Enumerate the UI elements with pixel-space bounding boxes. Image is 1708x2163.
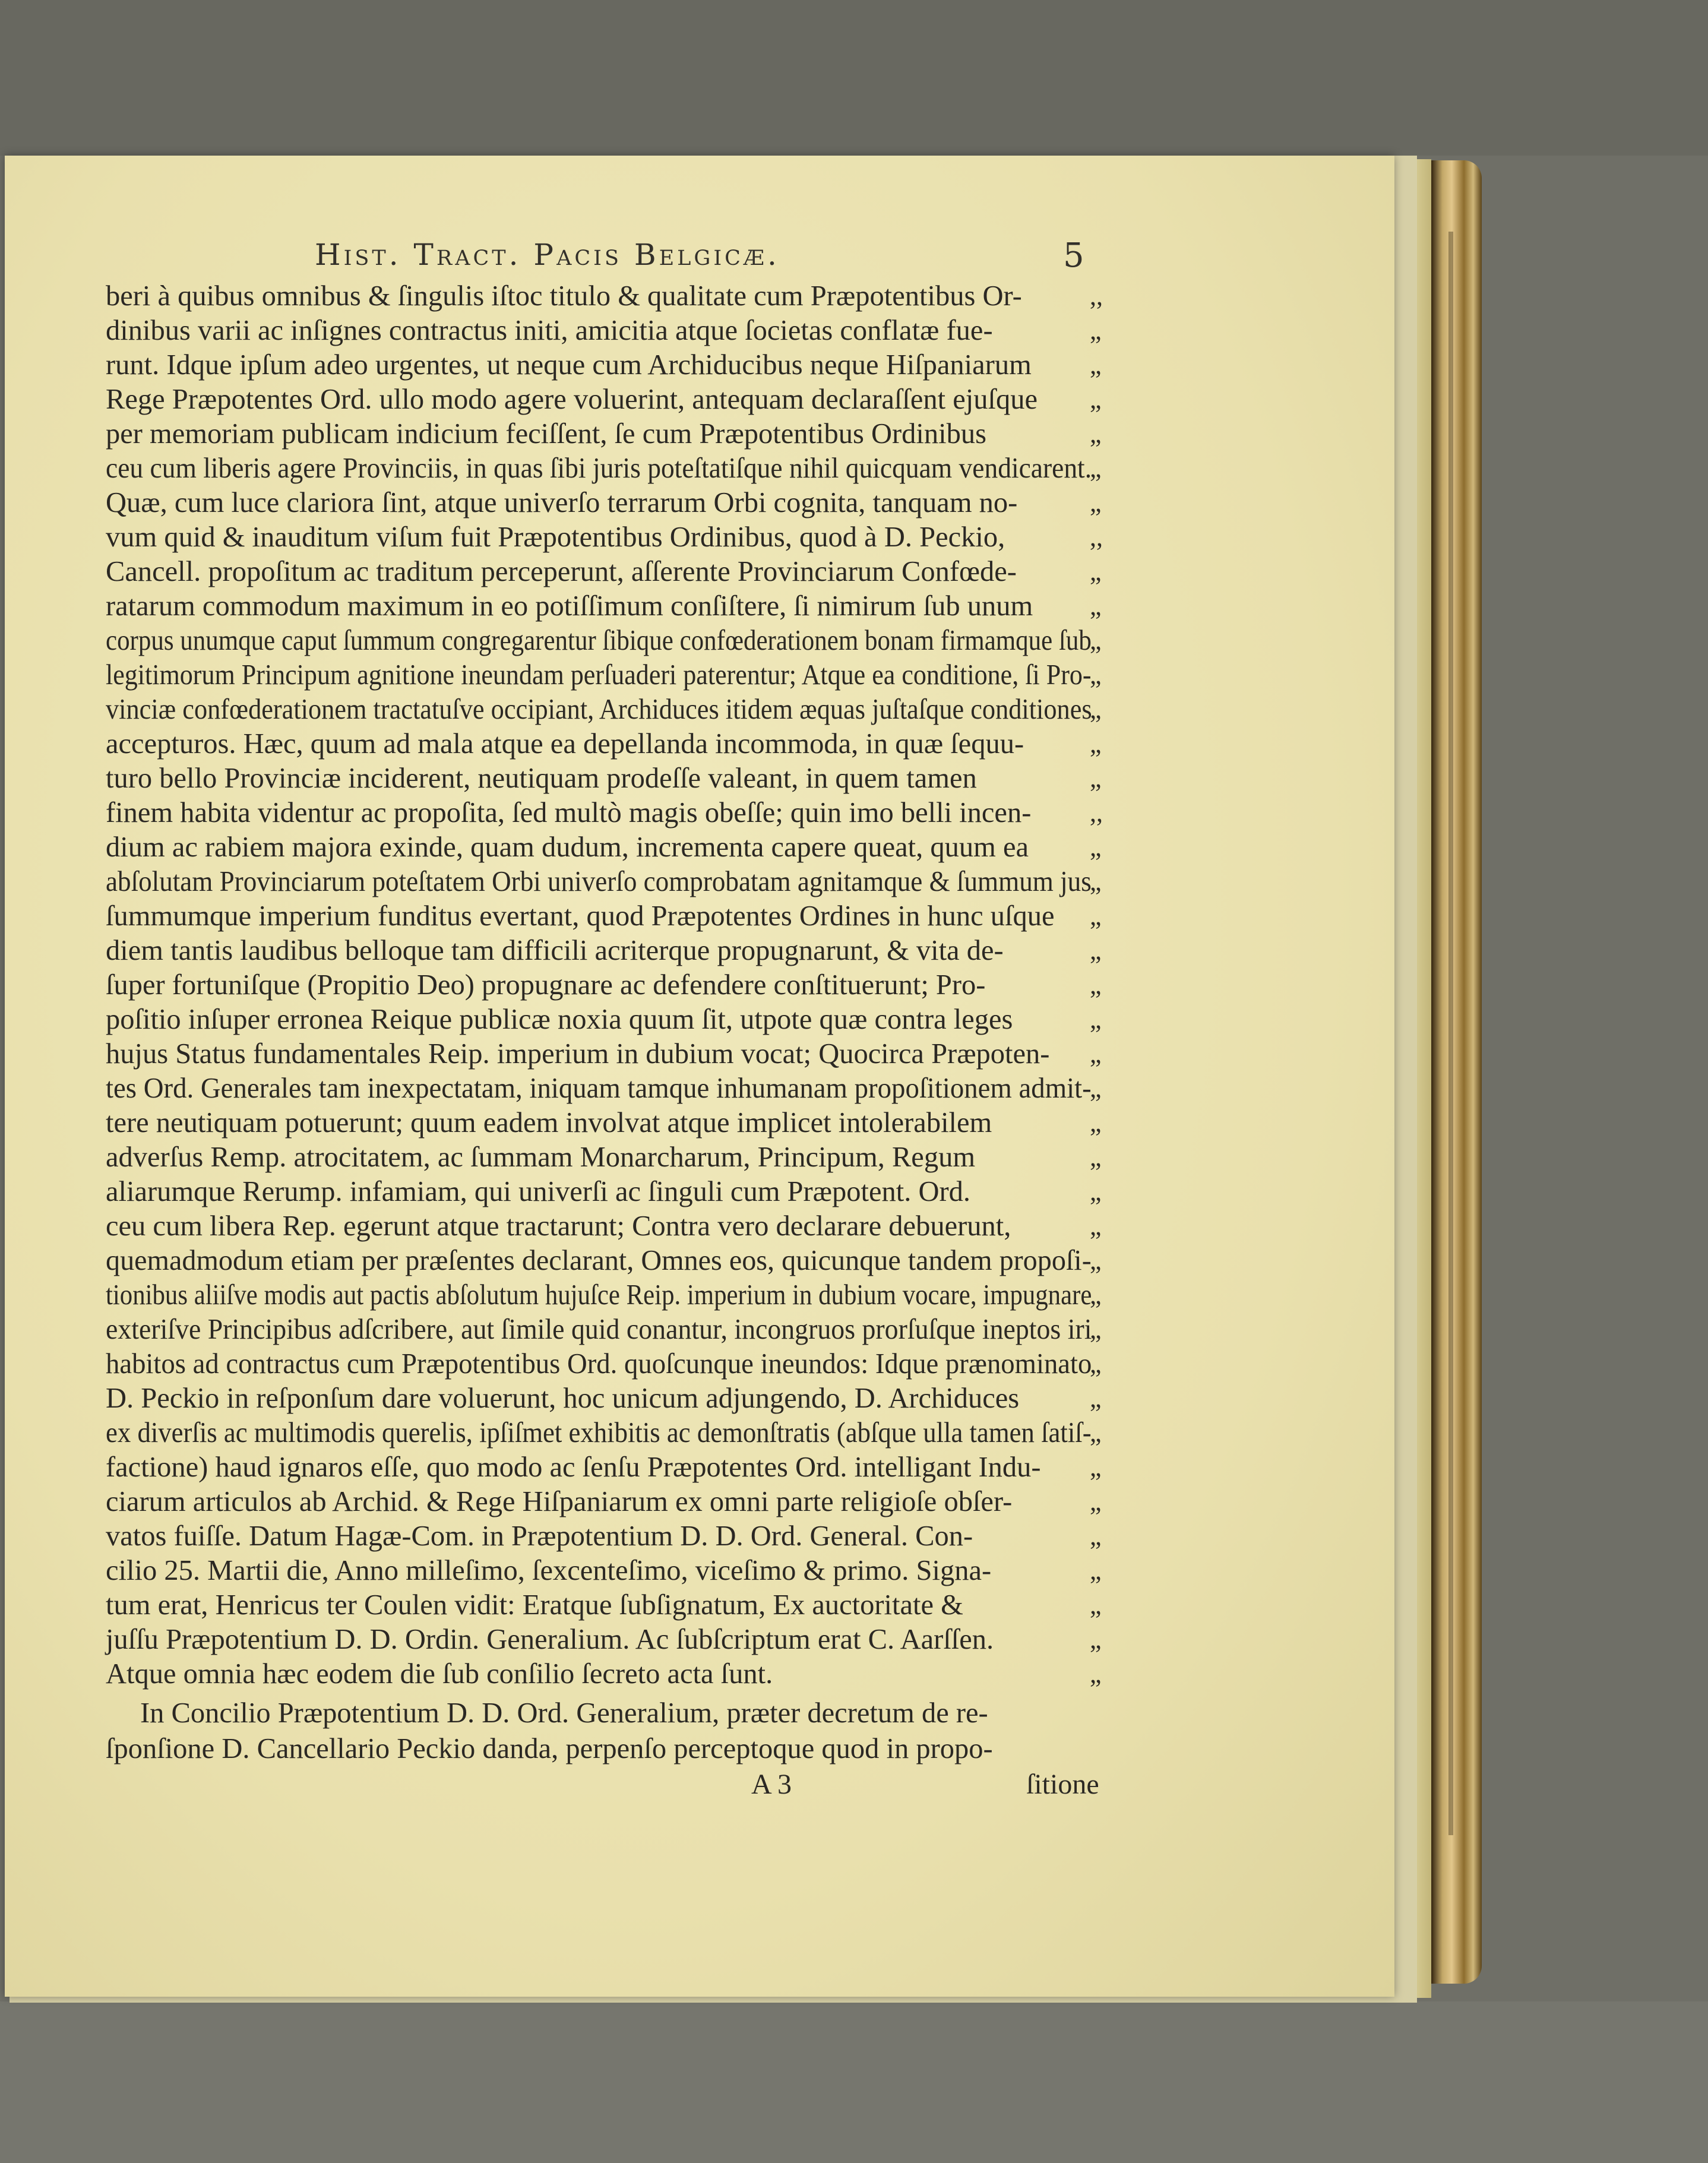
text-line: hujus Status fundamentales Reip. imperium in dubium vocat; Quocirca Præpoten- bbox=[106, 1038, 1050, 1070]
text-line: poſitio inſuper erronea Reique publicæ noxia quum ſit, utpote quæ contra leges bbox=[106, 1004, 1013, 1035]
text-line: abſolutam Provinciarum poteſtatem Orbi univerſo comprobatam agnitamque & ſummum jus bbox=[106, 866, 1092, 897]
text-line: turo bello Provinciæ inciderent, neutiquam prodeſſe valeant, in quem tamen bbox=[106, 763, 977, 794]
quote-mark: „ bbox=[1090, 1625, 1102, 1654]
quote-mark: „ bbox=[1090, 385, 1102, 414]
quote-mark: „ bbox=[1090, 316, 1102, 345]
text-line: tionibus aliiſve modis aut pactis abſolutum hujuſce Reip. imperium in dubium vocare, impugnare bbox=[106, 1279, 1092, 1311]
text-line: legitimorum Principum agnitione ineundam perſuaderi paterentur; Atque ea conditione, ſi Pro- bbox=[106, 659, 1092, 691]
text-line: ciarum articulos ab Archid. & Rege Hiſpaniarum ex omni parte religioſe obſer- bbox=[106, 1486, 1013, 1517]
quote-mark: „ bbox=[1090, 488, 1102, 517]
text-line: finem habita videntur ac propoſita, ſed multò magis obeſſe; quin imo belli incen- bbox=[106, 797, 1032, 828]
text-line: dium ac rabiem majora exinde, quam dudum, incrementa capere queat, quum ea bbox=[106, 831, 1029, 863]
quote-mark: „ bbox=[1090, 1349, 1102, 1378]
text-line: vinciæ confœderationem tractatuſve occipiant, Archiduces itidem æquas juſtaſque conditiones bbox=[106, 694, 1092, 725]
text-line: tes Ord. Generales tam inexpectatam, iniquam tamque inhumanam propoſitionem admit- bbox=[106, 1073, 1092, 1104]
text-line: per memoriam publicam indicium feciſſent, ſe cum Præpotentibus Ordinibus bbox=[106, 418, 986, 450]
text-line: vum quid & inauditum viſum fuit Præpotentibus Ordinibus, quod à D. Peckio, bbox=[106, 521, 1005, 553]
quote-mark: „ bbox=[1090, 695, 1102, 724]
quote-mark: „ bbox=[1090, 419, 1102, 448]
text-line: ſummumque imperium funditus evertant, quod Præpotentes Ordines in hunc uſque bbox=[106, 900, 1055, 932]
text-line: ratarum commodum maximum in eo potiſſimum conſiſtere, ſi nimirum ſub unum bbox=[106, 590, 1033, 622]
quote-mark: „ bbox=[1090, 454, 1102, 483]
text-line: Quæ, cum luce clariora ſint, atque univerſo terrarum Orbi cognita, tanquam no- bbox=[106, 487, 1018, 518]
text-line: habitos ad contractus cum Præpotentibus Ord. quoſcunque ineundos: Idque prænominato bbox=[106, 1348, 1092, 1380]
text-line: Rege Præpotentes Ord. ullo modo agere voluerint, antequam declaraſſent ejuſque bbox=[106, 384, 1038, 415]
quote-mark: „ bbox=[1090, 1659, 1102, 1688]
text-line: ſuper fortuniſque (Propitio Deo) propugnare ac defendere conſtituerunt; Pro- bbox=[106, 969, 986, 1001]
background-top bbox=[0, 0, 1708, 156]
quote-mark: „ bbox=[1090, 833, 1102, 862]
quote-mark: „ bbox=[1090, 1487, 1102, 1516]
text-line: corpus unumque caput ſummum congregarentur ſibique confœderationem bonam firmamque ſub bbox=[106, 625, 1092, 656]
text-line: accepturos. Hæc, quum ad mala atque ea depellanda incommoda, in quæ ſequu- bbox=[106, 728, 1024, 760]
text-line: dinibus varii ac inſignes contractus initi, amicitia atque ſocietas conflatæ fue- bbox=[106, 315, 993, 346]
quote-mark: „ bbox=[1090, 626, 1102, 655]
text-line: diem tantis laudibus belloque tam difficili acriterque propugnarunt, & vita de- bbox=[106, 935, 1004, 966]
text-line: aliarumque Rerump. infamiam, qui univerſi ac ſinguli cum Præpotent. Ord. bbox=[106, 1176, 971, 1207]
quote-mark: „ bbox=[1090, 1108, 1102, 1137]
quote-mark: „ bbox=[1090, 729, 1102, 758]
text-line: cilio 25. Martii die, Anno milleſimo, ſexcenteſimo, viceſimo & primo. Signa- bbox=[106, 1555, 992, 1586]
quote-mark: „ bbox=[1090, 557, 1102, 586]
quote-mark: ,, bbox=[1090, 523, 1103, 552]
text-line: exteriſve Principibus adſcribere, aut ſimile quid conantur, incongruos prorſuſque ineptos iri bbox=[106, 1314, 1092, 1345]
quote-mark: „ bbox=[1090, 1453, 1102, 1482]
text-line: adverſus Remp. atrocitatem, ac ſummam Monarcharum, Principum, Regum bbox=[106, 1141, 976, 1173]
quote-mark: „ bbox=[1090, 936, 1102, 965]
text-line: ceu cum liberis agere Provinciis, in quas ſibi juris poteſtatiſque nihil quicquam vendicarent. bbox=[106, 453, 1092, 484]
text-line: ceu cum libera Rep. egerunt atque tractarunt; Contra vero declarare debuerunt, bbox=[106, 1210, 1011, 1242]
quote-mark: „ bbox=[1090, 1177, 1102, 1206]
quote-mark: ,, bbox=[1090, 282, 1103, 311]
background-bottom bbox=[0, 2001, 1708, 2163]
text-line: ex diverſis ac multimodis querelis, ipſiſmet exhibitis ac demonſtratis (abſque ulla tamen ſatiſ- bbox=[106, 1417, 1092, 1449]
quote-mark: „ bbox=[1090, 1039, 1102, 1068]
quote-mark: „ bbox=[1090, 867, 1102, 896]
text-line: runt. Idque ipſum adeo urgentes, ut neque cum Archiducibus neque Hiſpaniarum bbox=[106, 349, 1032, 381]
quote-mark: „ bbox=[1090, 764, 1102, 793]
quote-mark: „ bbox=[1090, 1074, 1102, 1103]
running-head: Hist. Tract. Pacis Belgicæ. bbox=[315, 238, 780, 272]
quote-mark: „ bbox=[1090, 970, 1102, 1000]
quote-mark: „ bbox=[1090, 1280, 1102, 1310]
page-number: 5 bbox=[1063, 236, 1084, 275]
text-line: Atque omnia hæc eodem die ſub conſilio ſecreto acta ſunt. bbox=[106, 1658, 773, 1690]
paragraph-line: ſponſione D. Cancellario Peckio danda, perpenſo perceptoque quod in propo- bbox=[106, 1733, 993, 1764]
text-line: factione) haud ignaros eſſe, quo modo ac ſenſu Præpotentes Ord. intelligant Indu- bbox=[106, 1452, 1041, 1483]
text-line: beri à quibus omnibus & ſingulis iſtoc titulo & qualitate cum Præpotentibus Or- bbox=[106, 280, 1022, 312]
text-line: juſſu Præpotentium D. D. Ordin. Generalium. Ac ſubſcriptum erat C. Aarſſen. bbox=[106, 1624, 994, 1655]
paragraph-line: In Concilio Præpotentium D. D. Ord. Generalium, præter decretum de re- bbox=[140, 1697, 988, 1729]
quote-mark: „ bbox=[1090, 592, 1102, 621]
quote-mark: „ bbox=[1090, 1522, 1102, 1551]
text-line: tere neutiquam potuerunt; quum eadem involvat atque implicet intolerabilem bbox=[106, 1107, 992, 1139]
text-line: D. Peckio in reſponſum dare voluerunt, hoc unicum adjungendo, D. Archiduces bbox=[106, 1383, 1020, 1414]
text-line: tum erat, Henricus ter Coulen vidit: Eratque ſubſignatum, Ex auctoritate & bbox=[106, 1589, 963, 1621]
text-line: quemadmodum etiam per præſentes declarant, Omnes eos, quicunque tandem propoſi- bbox=[106, 1245, 1092, 1276]
text-line: Cancell. propoſitum ac traditum perceperunt, aſſerente Provinciarum Confœde- bbox=[106, 556, 1017, 587]
quote-mark: „ bbox=[1090, 1005, 1102, 1034]
quote-mark: „ bbox=[1090, 1384, 1102, 1413]
catchword: ſitione bbox=[1026, 1769, 1099, 1800]
quote-mark: „ bbox=[1090, 350, 1102, 380]
quote-mark: „ bbox=[1090, 1246, 1102, 1275]
quote-mark: „ bbox=[1090, 1556, 1102, 1585]
quote-mark: „ bbox=[1090, 660, 1102, 690]
quote-mark: ,, bbox=[1090, 798, 1103, 827]
quote-mark: „ bbox=[1090, 1212, 1102, 1241]
signature-mark: A 3 bbox=[751, 1769, 792, 1800]
quote-mark: „ bbox=[1090, 1143, 1102, 1172]
text-line: vatos fuiſſe. Datum Hagæ-Com. in Præpotentium D. D. Ord. General. Con- bbox=[106, 1520, 973, 1552]
quote-mark: „ bbox=[1090, 1315, 1102, 1344]
quote-mark: „ bbox=[1090, 1590, 1102, 1620]
quote-mark: „ bbox=[1090, 902, 1102, 931]
quote-mark: „ bbox=[1090, 1418, 1102, 1447]
